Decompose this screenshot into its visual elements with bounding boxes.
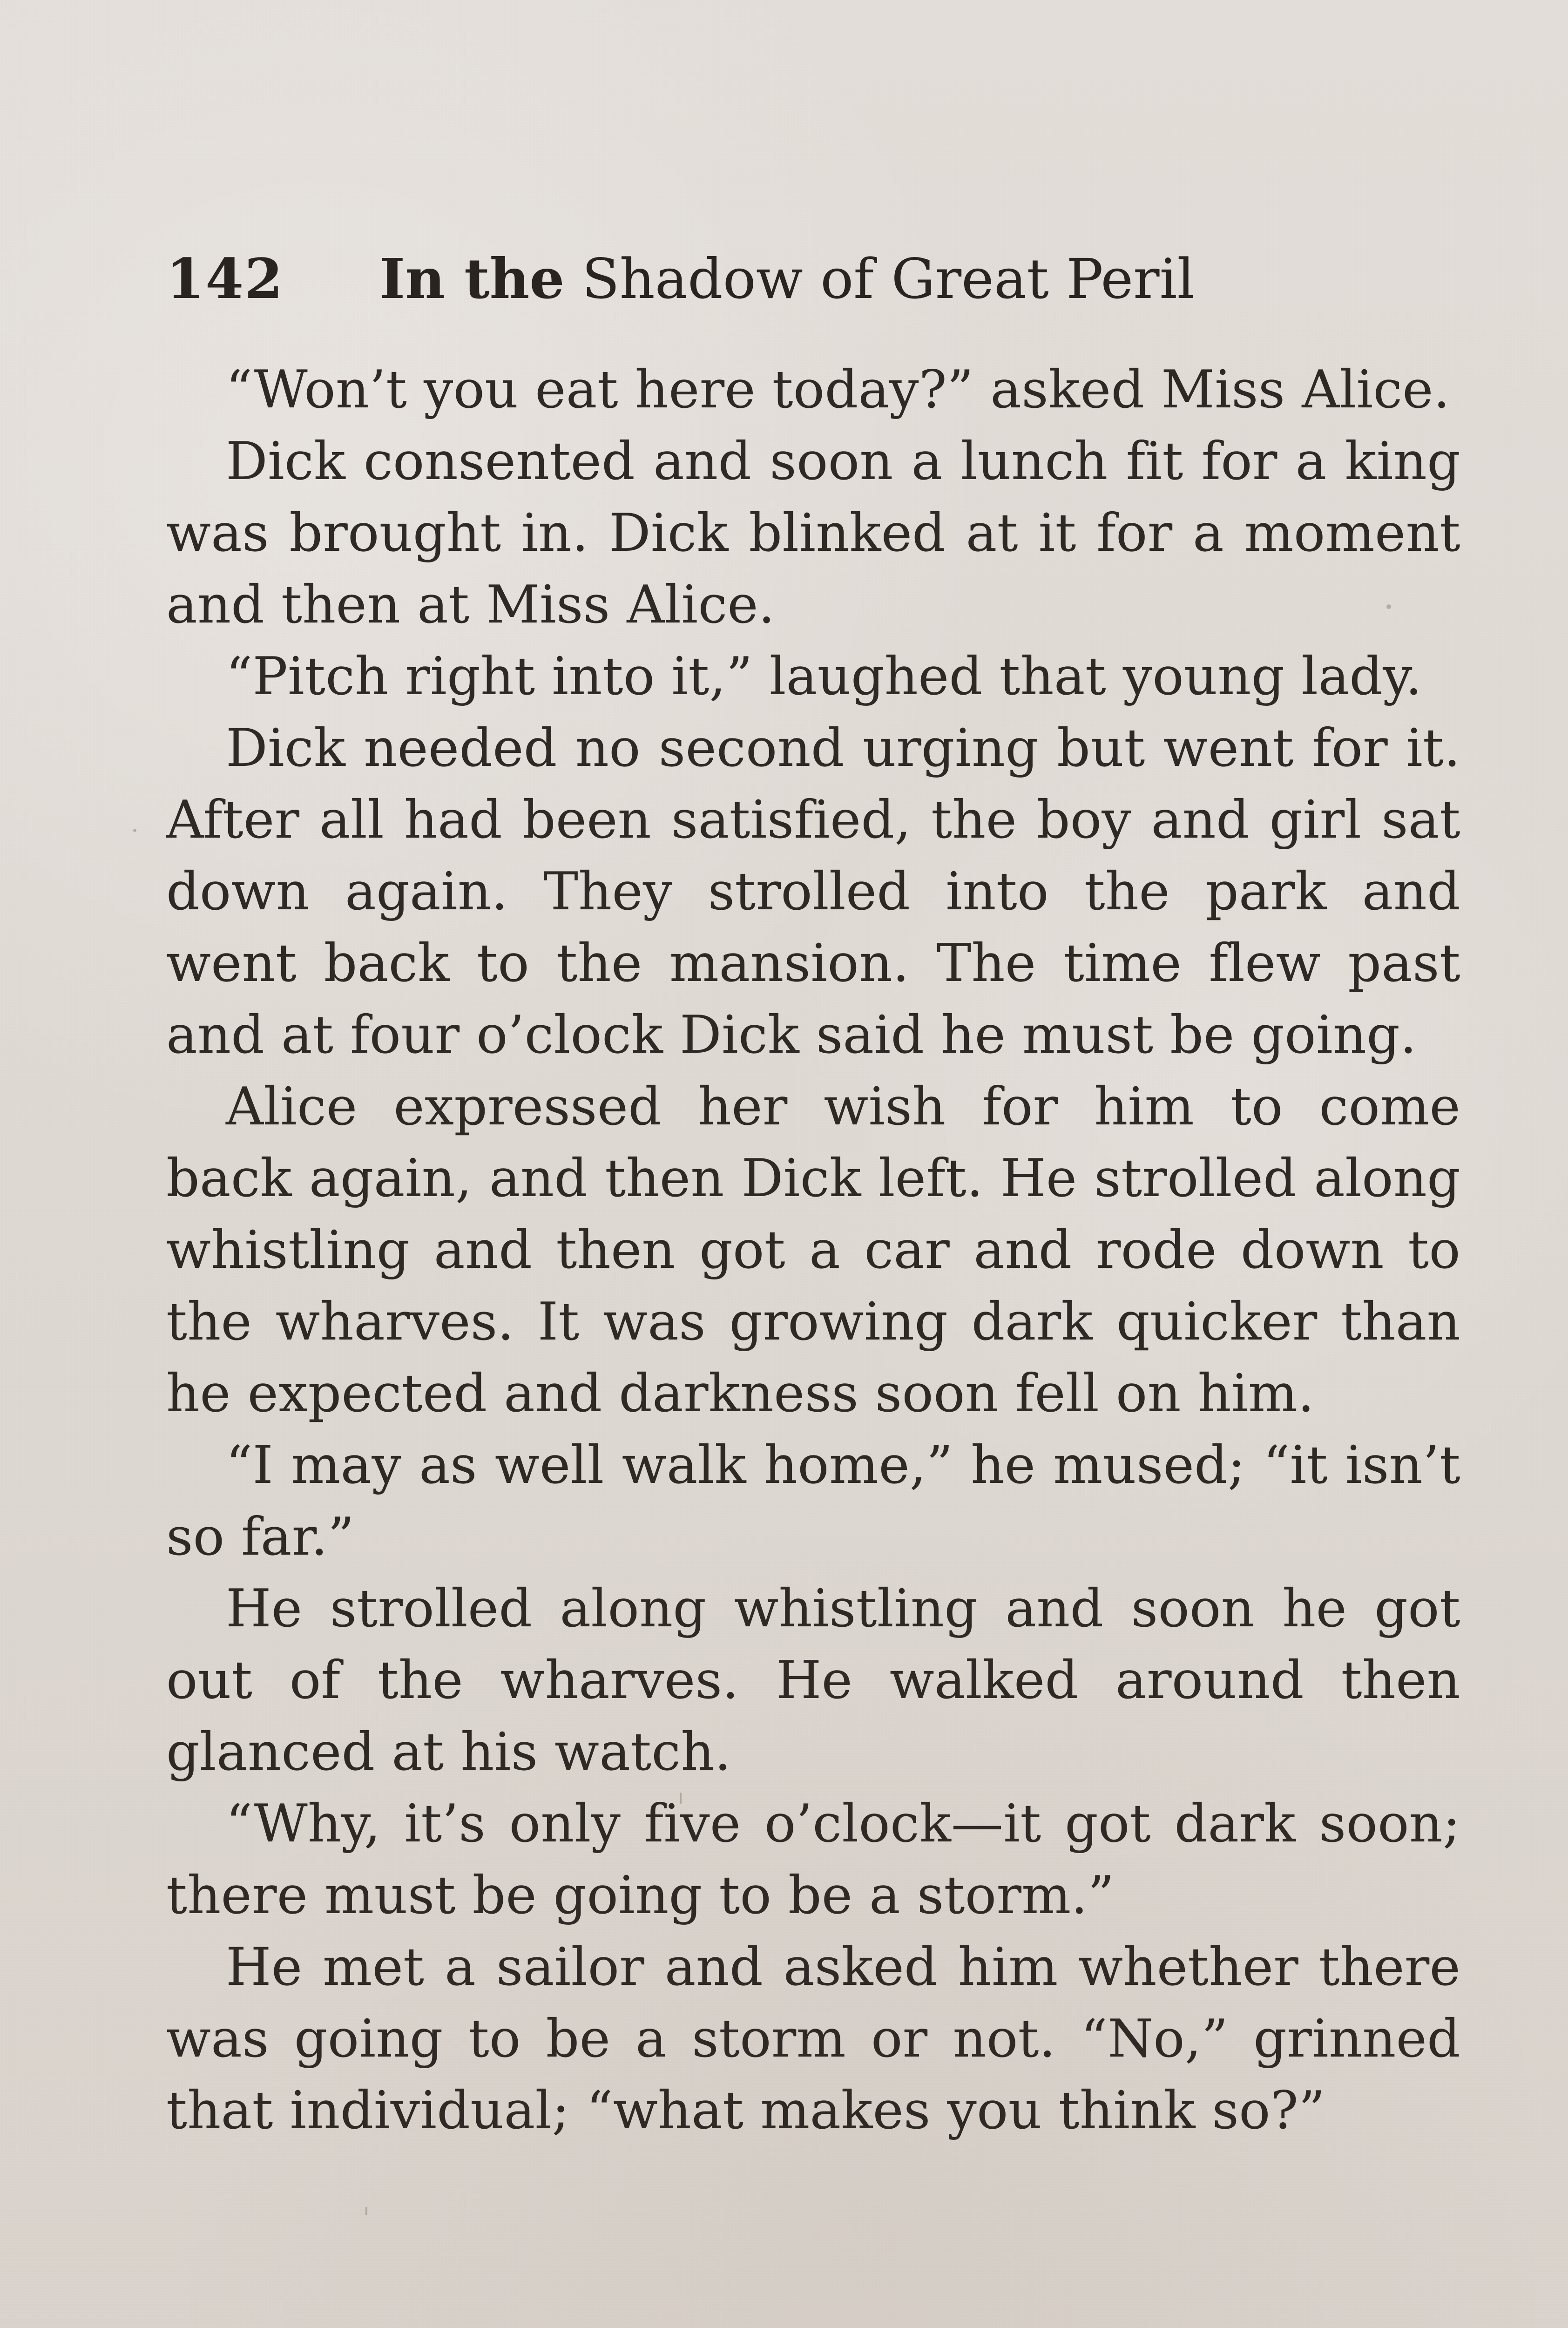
paragraph: “Won’t you eat here today?” asked Miss Alice. bbox=[226, 359, 1450, 420]
page-number: 142 bbox=[166, 246, 284, 311]
paper-speck bbox=[133, 829, 136, 832]
paragraph: He met a sailor and asked him whether there was going to be a storm or not. “No,” grinned that individual; “what makes you think so?” bbox=[166, 1937, 1460, 2141]
page-header bbox=[166, 242, 1442, 311]
paragraph: He strolled along whistling and soon he got out of the wharves. He walked around then glanced at his watch. bbox=[166, 1578, 1460, 1782]
paragraph: “I may as well walk home,” he mused; “it isn’t so far.” bbox=[166, 1435, 1460, 1567]
paragraph: Dick needed no second urging but went for it. After all had been satisfied, the boy and girl sat down again. They strolled into the park and went back to the mansion. The time flew past and at four o’clock Dick said he must be going. bbox=[166, 718, 1460, 1065]
paragraph: “Pitch right into it,” laughed that young lady. bbox=[226, 646, 1422, 707]
paragraph: Dick consented and soon a lunch fit for a king was brought in. Dick blinked at it for a moment and then at Miss Alice. bbox=[166, 431, 1460, 635]
main-text bbox=[166, 354, 1460, 2146]
running-title bbox=[379, 246, 1195, 311]
paper-mark bbox=[365, 2207, 367, 2215]
running-title-suffix: Shadow of Great Peril bbox=[581, 247, 1195, 311]
paragraph: “Why, it’s only five o’clock—it got dark soon; there must be going to be a storm.” bbox=[166, 1793, 1460, 1926]
paragraph: Alice expressed her wish for him to come back again, and then Dick left. He strolled along whistling and then got a car and rode down to the wharves. It was growing dark quicker than he expected and darkness soon fell on him. bbox=[166, 1076, 1460, 1424]
running-title-prefix: In the bbox=[379, 246, 565, 311]
